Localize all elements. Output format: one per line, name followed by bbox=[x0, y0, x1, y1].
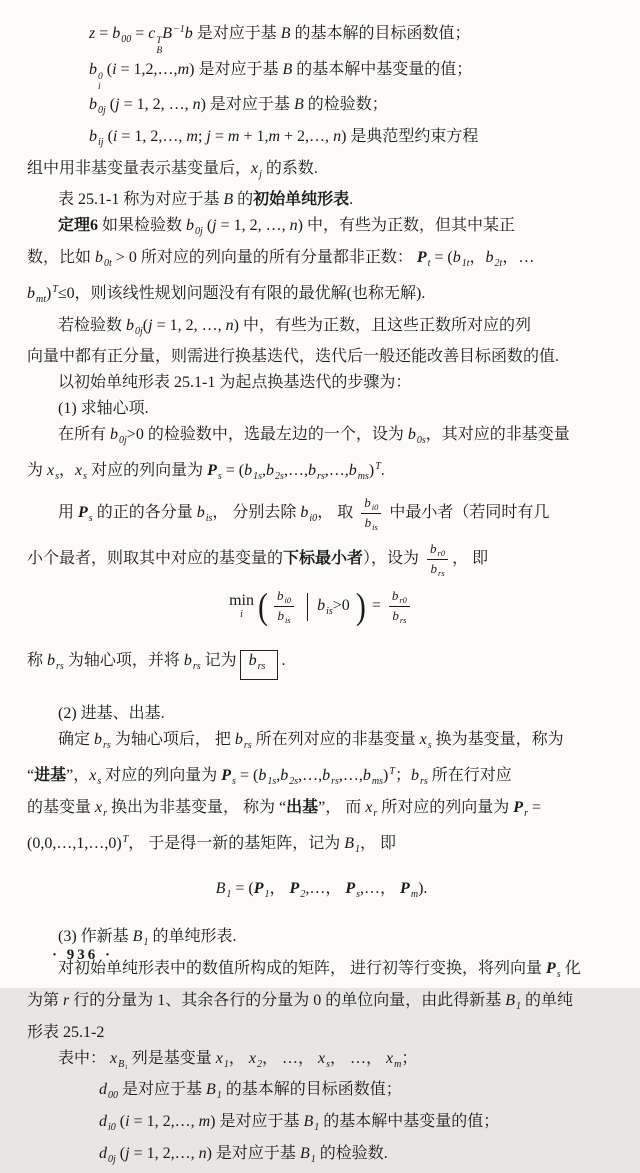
text-line: $d_{0j}$ (j = 1, 2,…, n) 是对应于基 $B_1$ 的检验数. bbox=[99, 1144, 388, 1165]
page-content bbox=[27, 17, 616, 1173]
text-line: 数，比如 $b_{0t} > 0$ 所对应的列向量的所有分量都非正数： $P_t = (b_{1t}$，$b_{2t}$，… bbox=[27, 248, 535, 269]
text-line: 表 25.1-1 称为对应于基 B 的初始单纯形表. bbox=[58, 191, 354, 209]
text-line: 组中用非基变量表示基变量后，$x_j$ 的系数. bbox=[27, 159, 318, 180]
text-line: 用 $P_s$ 的正的各分量 $b_{is}$， 分别去除 $b_{i0}$， 取 $\frac{b_{i0}}{b_{is}}$ 中最小者（若同时有几 bbox=[58, 495, 550, 533]
text-line: (0,0,…,1,…,0)$^T$， 于是得一新的基矩阵，记为 $B_1$， 即 bbox=[27, 833, 397, 855]
text-line: $d_{00}$ 是对应于基 $B_1$ 的基本解的目标函数值； bbox=[99, 1081, 402, 1102]
text-line: 表中： $x_{B_1}$ 列是基变量 $x_1$， $x_2$， …， $x_s$， …， $x_m$； bbox=[58, 1049, 418, 1070]
text-line: $b_{0j}$ (j = 1, 2, …, n) 是对应于基 B 的检验数； bbox=[89, 96, 388, 116]
text-line: 为第 r 行的分量为 1、其余各行的分量为 0 的单位向量，由此得新基 $B_1$ 的单纯 bbox=[27, 991, 574, 1012]
text-line: 小个最者，则取其中对应的基变量的下标最小者），设为 $\frac{b_{r0}}{b_{rs}}$ ， 即 bbox=[27, 541, 489, 579]
page-number: · 936 · bbox=[52, 947, 114, 963]
divider-bar bbox=[307, 593, 308, 621]
new-basis-formula: $B_1 = (P_1$， $P_2,\dots$， $P_s,\dots$， $P_m$). bbox=[215, 880, 428, 901]
text-line: 对初始单纯形表中的数值所构成的矩阵， 进行初等行变换，将列向量 $P_s$ 化 bbox=[58, 960, 581, 981]
text-line: $b_{ij}$ (i = 1, 2,…, m; j = m + 1,m + 2,…, n) 是典范型约束方程 bbox=[89, 127, 479, 148]
text-line: 向量中都有正分量，则需进行换基迭代，迭代后一般还能改善目标函数的值. bbox=[27, 348, 560, 366]
min-ratio-formula: min i ( $\frac{b_{i0}}{b_{is}}$ $b_{is}>0$ ) = $\frac{b_{r0}}{b_{rs}}$ bbox=[27, 583, 616, 635]
text-line: 确定 $b_{rs}$ 为轴心项后， 把 $b_{rs}$ 所在列对应的非基变量 $x_s$ 换为基变量，称为 bbox=[58, 731, 564, 752]
pivot-box: $b_{rs}$ bbox=[240, 650, 279, 680]
text-line: 称 $b_{rs}$ 为轴心项，并将 $b_{rs}$ 记为 $b_{rs}$ . bbox=[27, 641, 616, 687]
text-line: (1) 求轴心项. bbox=[58, 399, 149, 417]
text-line: $z = b_{00} = c$ T B $B^{-1}b$ 是对应于基 B 的基本解的目标函数值； bbox=[89, 24, 471, 57]
text-line: 为 $x_s$，$x_s$ 对应的列向量为 $P_s$ = $(b_{1s},b_{2s},\dots,b_{rs},\dots,b_{ms})^T$. bbox=[27, 460, 385, 482]
text-line: $b_{mt})^T\le 0$，则该线性规划问题没有有限的最优解(也称无解). bbox=[27, 283, 426, 305]
text-line: (2) 进基、出基. bbox=[58, 705, 165, 723]
text-line: $d_{i0}$ (i = 1, 2,…, m) 是对应于基 $B_1$ 的基本解中基变量的值； bbox=[99, 1113, 500, 1134]
text-line: b 0 i (i = 1,2,…,m) 是对应于基 B 的基本解中基变量的值； bbox=[89, 60, 473, 92]
text-line: 在所有 $b_{0j}>0$ 的检验数中，选最左边的一个，设为 $b_{0s}$，其对应的非基变量 bbox=[58, 425, 570, 446]
text-line: 的基变量 $x_r$ 换出为非基变量， 称为 “出基”， 而 $x_r$ 所对应的列向量为 $P_r$ = bbox=[27, 798, 542, 819]
text-line: “进基”，$x_s$ 对应的列向量为 $P_s$ = $(b_{1s},b_{2s},\dots,b_{rs},\dots,b_{ms})^T$；$b_{rs}$ 所在行对应 bbox=[27, 765, 512, 787]
text-line: 以初始单纯形表 25.1-1 为起点换基迭代的步骤为： bbox=[58, 374, 412, 392]
text-line: (3) 作新基 $B_1$ 的单纯形表. bbox=[58, 928, 237, 949]
text-line: 定理6 如果检验数 $b_{0j}$ (j = 1, 2, …, n) 中，有些为正数，但其中某正 bbox=[58, 217, 515, 238]
text-line: 形表 25.1-2 bbox=[27, 1023, 105, 1041]
text-line: 若检验数 $b_{0j}(j = 1$, 2, …, n) 中，有些为正数，且这些正数所对应的列 bbox=[58, 316, 531, 337]
